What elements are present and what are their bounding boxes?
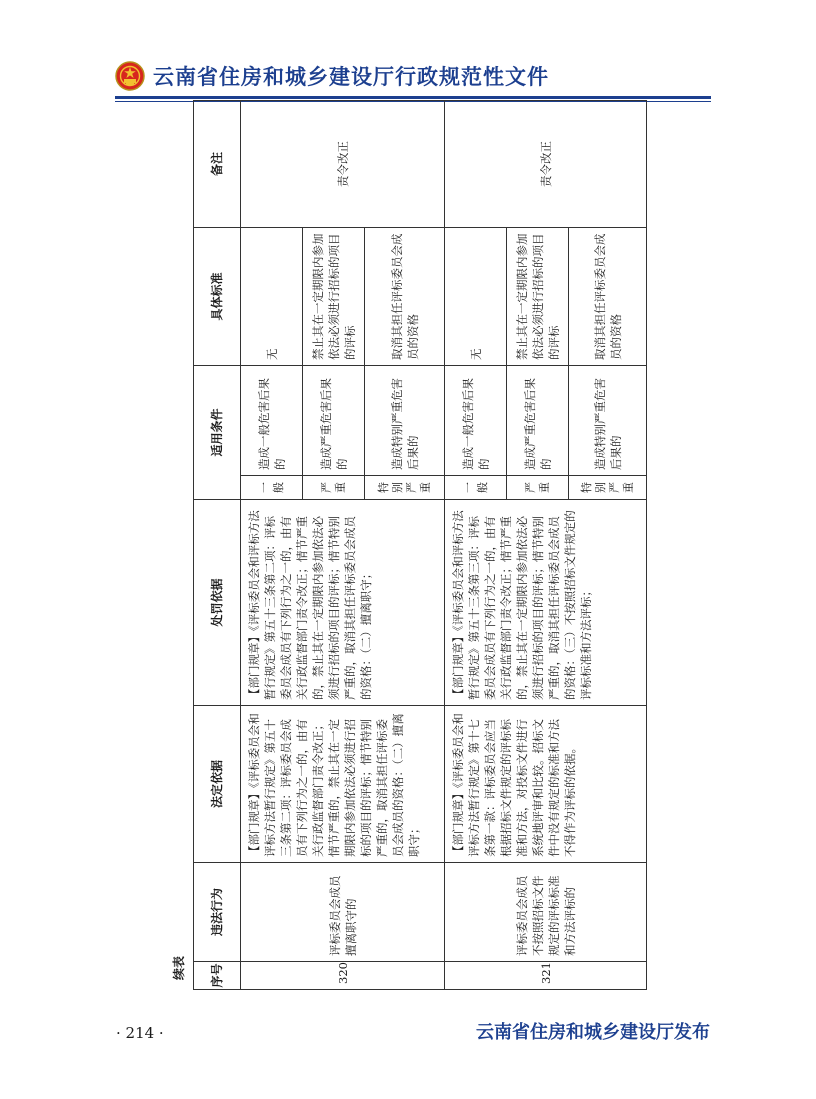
- document-header: [115, 56, 715, 96]
- header-condition: 适用条件: [194, 365, 241, 499]
- level-label: 一般: [445, 476, 507, 500]
- remark-text: 责令改正: [241, 100, 445, 227]
- level-label: 严重: [303, 476, 365, 500]
- condition-text: 造成严重危害后果的: [507, 365, 569, 475]
- standard-text: 无: [241, 227, 303, 365]
- condition-text: 造成特别严重危害后果的: [365, 365, 445, 475]
- condition-text: 造成特别严重危害后果的: [569, 365, 647, 475]
- condition-text: 造成一般危害后果的: [241, 365, 303, 475]
- standard-text: 无: [445, 227, 507, 365]
- continued-label: 续表: [172, 955, 186, 980]
- standard-text: 取消其担任评标委员会成员的资格: [569, 227, 647, 365]
- violation-text: 评标委员会成员不按照招标文件规定的评标标准和方法评标的: [445, 863, 647, 962]
- condition-text: 造成一般危害后果的: [445, 365, 507, 475]
- condition-text: 造成严重危害后果的: [303, 365, 365, 475]
- penalty-basis-text: 【部门规章】《评标委员会和评标方法暂行规定》第五十三条第三项：评标委员会成员有下列行为之一的，由有关行政监督部门责令改正；情节严重的，禁止其在一定期限内参加依法必须进行招标的项目的评标；情节特别严重的，取消其担任评标委员会成员的资格：（三）不按照招标文件规定的评标标准和方法评标；: [445, 500, 647, 706]
- standard-text: 禁止其在一定期限内参加依法必须进行招标的项目的评标: [507, 227, 569, 365]
- violation-text: 评标委员会成员擅离职守的: [241, 863, 445, 962]
- standard-text: 禁止其在一定期限内参加依法必须进行招标的项目的评标: [303, 227, 365, 365]
- row-number: 321: [445, 962, 647, 990]
- table-row: [445, 100, 507, 989]
- header-penalty-basis: 处罚依据: [194, 500, 241, 706]
- document-title: 云南省住房和城乡建设厅行政规范性文件: [153, 65, 549, 89]
- standard-text: 取消其担任评标委员会成员的资格: [365, 227, 445, 365]
- table-row: [241, 100, 303, 989]
- level-label: 严重: [507, 476, 569, 500]
- table-header-row: [194, 100, 241, 989]
- publisher-label: 云南省住房和城乡建设厅发布: [476, 1022, 710, 1043]
- row-number: 320: [241, 962, 445, 990]
- legal-basis-text: 【部门规章】《评标委员会和评标方法暂行规定》第五十三条第二项：评标委员会成员有下列行为之一的，由有关行政监督部门责令改正；情节严重的，禁止其在一定期限内参加依法必须进行招标的项目的评标；情节特别严重的，取消其担任评标委员会成员的资格：（二）擅离职守；: [241, 706, 445, 863]
- level-label: 特别严重: [365, 476, 445, 500]
- penalty-basis-text: 【部门规章】《评标委员会和评标方法暂行规定》第五十三条第二项：评标委员会成员有下列行为之一的，由有关行政监督部门责令改正；情节严重的，禁止其在一定期限内参加依法必须进行招标的项目的评标；情节特别严重的，取消其担任评标委员会成员的资格：（二）擅离职守；: [241, 500, 445, 706]
- header-remark: 备注: [194, 100, 241, 227]
- penalty-table: [193, 100, 647, 990]
- national-emblem-icon: [115, 61, 145, 91]
- header-index: 序号: [194, 962, 241, 990]
- level-label: 一般: [241, 476, 303, 500]
- header-rule: [115, 96, 711, 99]
- legal-basis-text: 【部门规章】《评标委员会和评标方法暂行规定》第十七条第一款：评标委员会应当根据招标文件规定的评标标准和方法，对投标文件进行系统地评审和比较。招标文件中没有规定的标准和方法不得作为评标的依据。: [445, 706, 647, 863]
- remark-text: 责令改正: [445, 100, 647, 227]
- header-legal-basis: 法定依据: [194, 706, 241, 863]
- header-standard: 具体标准: [194, 227, 241, 365]
- header-violation: 违法行为: [194, 863, 241, 962]
- level-label: 特别严重: [569, 476, 647, 500]
- rotated-table-page: [171, 101, 645, 990]
- page-number: · 214 ·: [116, 1024, 164, 1042]
